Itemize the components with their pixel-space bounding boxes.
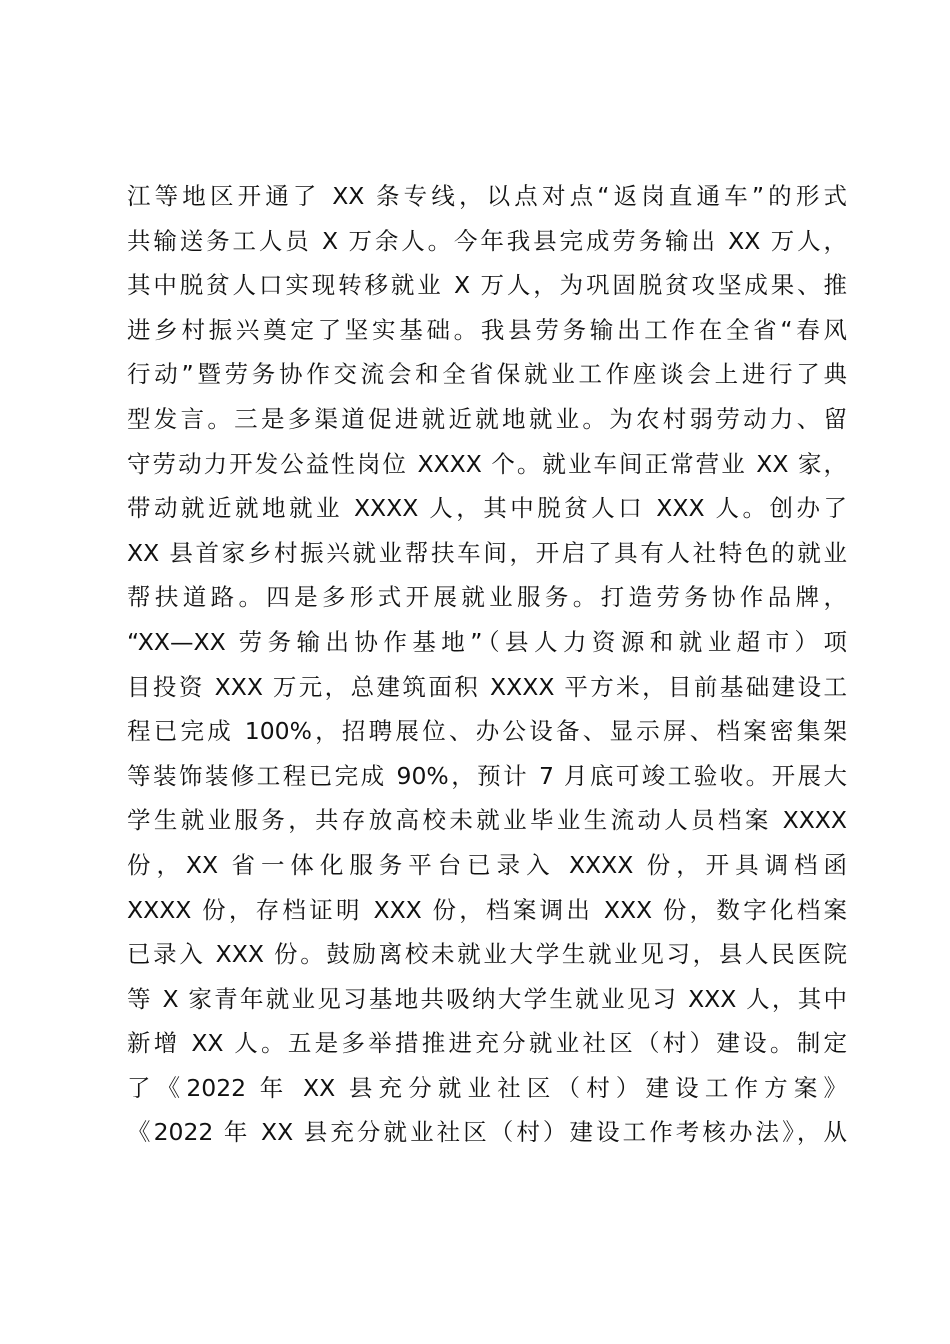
text-line: “XX—XX 劳务输出协作基地”（县人力资源和就业超市）项 [127, 627, 847, 656]
text-line: 型发言。三是多渠道促进就近就地就业。为农村弱劳动力、留 [127, 404, 847, 433]
text-line: 新增 XX 人。五是多举措推进充分就业社区（村）建设。制定 [127, 1029, 847, 1058]
body-paragraph [127, 174, 847, 1155]
text-line: 学生就业服务，共存放高校未就业毕业生流动人员档案 XXXX [127, 806, 847, 835]
text-line: 江等地区开通了 XX 条专线，以点对点“返岗直通车”的形式 [127, 182, 847, 210]
text-line: 目投资 XXX 万元，总建筑面积 XXXX 平方米，目前基础建设工 [127, 672, 847, 701]
text-line: 等 X 家青年就业见习基地共吸纳大学生就业见习 XXX 人，其中 [127, 984, 847, 1013]
text-line: 共输送务工人员 X 万余人。今年我县完成劳务输出 XX 万人， [127, 226, 847, 255]
text-line: XXXX 份，存档证明 XXX 份，档案调出 XXX 份，数字化档案 [127, 895, 847, 924]
text-line: 了《2022 年 XX 县充分就业社区（村）建设工作方案》 [127, 1073, 847, 1102]
text-line: 带动就近就地就业 XXXX 人，其中脱贫人口 XXX 人。创办了 [127, 494, 847, 523]
text-line: 份，XX 省一体化服务平台已录入 XXXX 份，开具调档函 [127, 850, 847, 879]
text-line: 《2022 年 XX 县充分就业社区（村）建设工作考核办法》，从 [127, 1118, 847, 1147]
text-line: 等装饰装修工程已完成 90%，预计 7 月底可竣工验收。开展大 [127, 761, 847, 790]
text-line: 守劳动力开发公益性岗位 XXXX 个。就业车间正常营业 XX 家， [127, 449, 847, 478]
text-line: XX 县首家乡村振兴就业帮扶车间，开启了具有人社特色的就业 [127, 538, 847, 567]
text-line: 其中脱贫人口实现转移就业 X 万人，为巩固脱贫攻坚成果、推 [127, 271, 847, 300]
text-line: 行动”暨劳务协作交流会和全省保就业工作座谈会上进行了典 [127, 360, 847, 389]
text-line: 进乡村振兴奠定了坚实基础。我县劳务输出工作在全省“春风 [127, 315, 847, 344]
text-line: 已录入 XXX 份。鼓励离校未就业大学生就业见习，县人民医院 [127, 940, 847, 969]
text-line: 程已完成 100%，招聘展位、办公设备、显示屏、档案密集架 [127, 717, 847, 746]
text-line: 帮扶道路。四是多形式开展就业服务。打造劳务协作品牌， [127, 583, 847, 612]
